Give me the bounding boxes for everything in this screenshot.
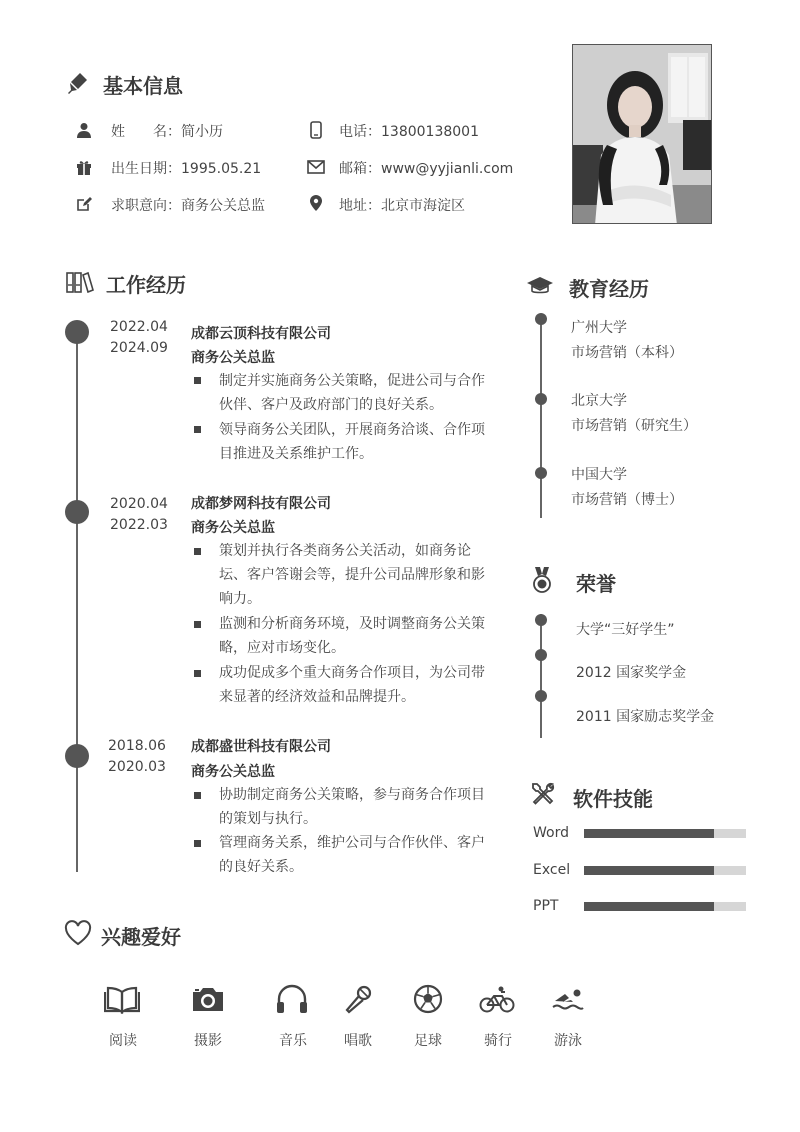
- timeline-dot: [65, 320, 89, 344]
- hobby-label: 骑行: [484, 1033, 512, 1049]
- bullet-square: [194, 377, 201, 384]
- job-role: 商务公关总监: [191, 520, 275, 536]
- timeline-dot: [535, 313, 547, 325]
- camera-icon: [190, 983, 226, 1015]
- hobby-label: 音乐: [279, 1033, 307, 1049]
- bullet-square: [194, 792, 201, 799]
- timeline-dot: [535, 690, 547, 702]
- birth-field: 出生日期：1995.05.21: [111, 161, 262, 177]
- school-major: 市场营销（博士）: [571, 492, 683, 508]
- headphones-icon: [274, 983, 310, 1015]
- soccer-ball-icon: [412, 983, 444, 1015]
- honor-item: 2011 国家励志奖学金: [576, 709, 715, 725]
- location-pin-icon: [306, 193, 326, 213]
- books-icon: [66, 270, 94, 294]
- job-bullet: 制定并实施商务公关策略，促进公司与合作伙伴、客户及政府部门的良好关系。: [219, 373, 485, 413]
- honors-timeline: [540, 614, 542, 738]
- school-name: 广州大学: [571, 320, 627, 336]
- heart-icon: [63, 919, 93, 947]
- graduation-cap-icon: [525, 273, 555, 297]
- bullet-square: [194, 548, 201, 555]
- mobile-phone-icon: [306, 120, 326, 140]
- job-company: 成都云顶科技有限公司: [191, 326, 331, 342]
- job-bullet: 监测和分析商务环境，及时调整商务公关策略，应对市场变化。: [219, 616, 485, 656]
- phone-field: 电话：13800138001: [339, 124, 479, 140]
- timeline-dot: [535, 649, 547, 661]
- school-major: 市场营销（本科）: [571, 345, 683, 361]
- email-field: 邮箱：www@yyjianli.com: [339, 161, 514, 177]
- skill-bar-fill: [584, 902, 714, 911]
- education-title: 教育经历: [569, 277, 649, 301]
- honors-title: 荣誉: [576, 572, 616, 596]
- skill-bar: [584, 829, 746, 838]
- job-start-date: 2020.04: [110, 496, 168, 512]
- bicycle-icon: [478, 983, 516, 1015]
- job-role: 商务公关总监: [191, 350, 275, 366]
- skill-bar: [584, 866, 746, 875]
- book-icon: [103, 983, 141, 1015]
- skill-bar: [584, 902, 746, 911]
- intent-field: 求职意向：商务公关总监: [111, 198, 265, 214]
- name-field: 姓 名：简小历: [111, 124, 223, 140]
- skill-name: Word: [533, 825, 569, 841]
- job-company: 成都盛世科技有限公司: [191, 739, 331, 755]
- timeline-dot: [535, 614, 547, 626]
- hobbies-title: 兴趣爱好: [101, 925, 181, 949]
- school-major: 市场营销（研究生）: [571, 418, 697, 434]
- hobby-label: 唱歌: [344, 1033, 372, 1049]
- job-end-date: 2020.03: [108, 759, 166, 775]
- medal-icon: [530, 565, 554, 595]
- timeline-dot: [535, 467, 547, 479]
- gift-icon: [74, 157, 94, 177]
- swimmer-icon: [550, 983, 586, 1015]
- timeline-dot: [535, 393, 547, 405]
- job-bullet: 领导商务公关团队，开展商务洽谈、合作项目推进及关系维护工作。: [219, 422, 485, 462]
- skill-bar-fill: [584, 866, 714, 875]
- timeline-dot: [65, 500, 89, 524]
- school-name: 北京大学: [571, 393, 627, 409]
- bullet-square: [194, 670, 201, 677]
- work-title: 工作经历: [106, 273, 186, 297]
- microphone-icon: [342, 983, 374, 1015]
- job-bullet: 协助制定商务公关策略，参与商务合作项目的策划与执行。: [219, 787, 485, 827]
- bullet-square: [194, 840, 201, 847]
- bullet-square: [194, 621, 201, 628]
- address-field: 地址：北京市海淀区: [339, 198, 465, 214]
- bullet-square: [194, 426, 201, 433]
- job-bullet: 管理商务关系，维护公司与合作伙伴、客户的良好关系。: [219, 835, 485, 875]
- honor-item: 大学“三好学生”: [576, 622, 675, 638]
- envelope-icon: [306, 157, 326, 177]
- job-start-date: 2018.06: [108, 738, 166, 754]
- education-timeline: [540, 318, 542, 518]
- work-timeline: [76, 330, 78, 872]
- profile-photo: [572, 44, 712, 224]
- school-name: 中国大学: [571, 467, 627, 483]
- hobby-label: 摄影: [194, 1033, 222, 1049]
- honor-item: 2012 国家奖学金: [576, 665, 687, 681]
- skill-bar-fill: [584, 829, 714, 838]
- hobby-label: 游泳: [554, 1033, 582, 1049]
- tools-icon: [529, 780, 557, 808]
- hobby-label: 阅读: [109, 1033, 137, 1049]
- basic-info-title: 基本信息: [103, 74, 183, 98]
- job-start-date: 2022.04: [110, 319, 168, 335]
- job-end-date: 2024.09: [110, 340, 168, 356]
- timeline-dot: [65, 744, 89, 768]
- pen-icon: [64, 70, 90, 96]
- job-bullet: 策划并执行各类商务公关活动，如商务论坛、客户答谢会等，提升公司品牌形象和影响力。: [219, 543, 485, 607]
- skills-title: 软件技能: [573, 787, 653, 811]
- job-role: 商务公关总监: [191, 764, 275, 780]
- skill-name: Excel: [533, 862, 571, 878]
- job-end-date: 2022.03: [110, 517, 168, 533]
- hobby-label: 足球: [414, 1033, 442, 1049]
- job-bullet: 成功促成多个重大商务合作项目，为公司带来显著的经济效益和品牌提升。: [219, 665, 485, 705]
- job-company: 成都梦网科技有限公司: [191, 496, 331, 512]
- skill-name: PPT: [533, 898, 559, 914]
- person-icon: [74, 120, 94, 140]
- edit-icon: [74, 194, 94, 214]
